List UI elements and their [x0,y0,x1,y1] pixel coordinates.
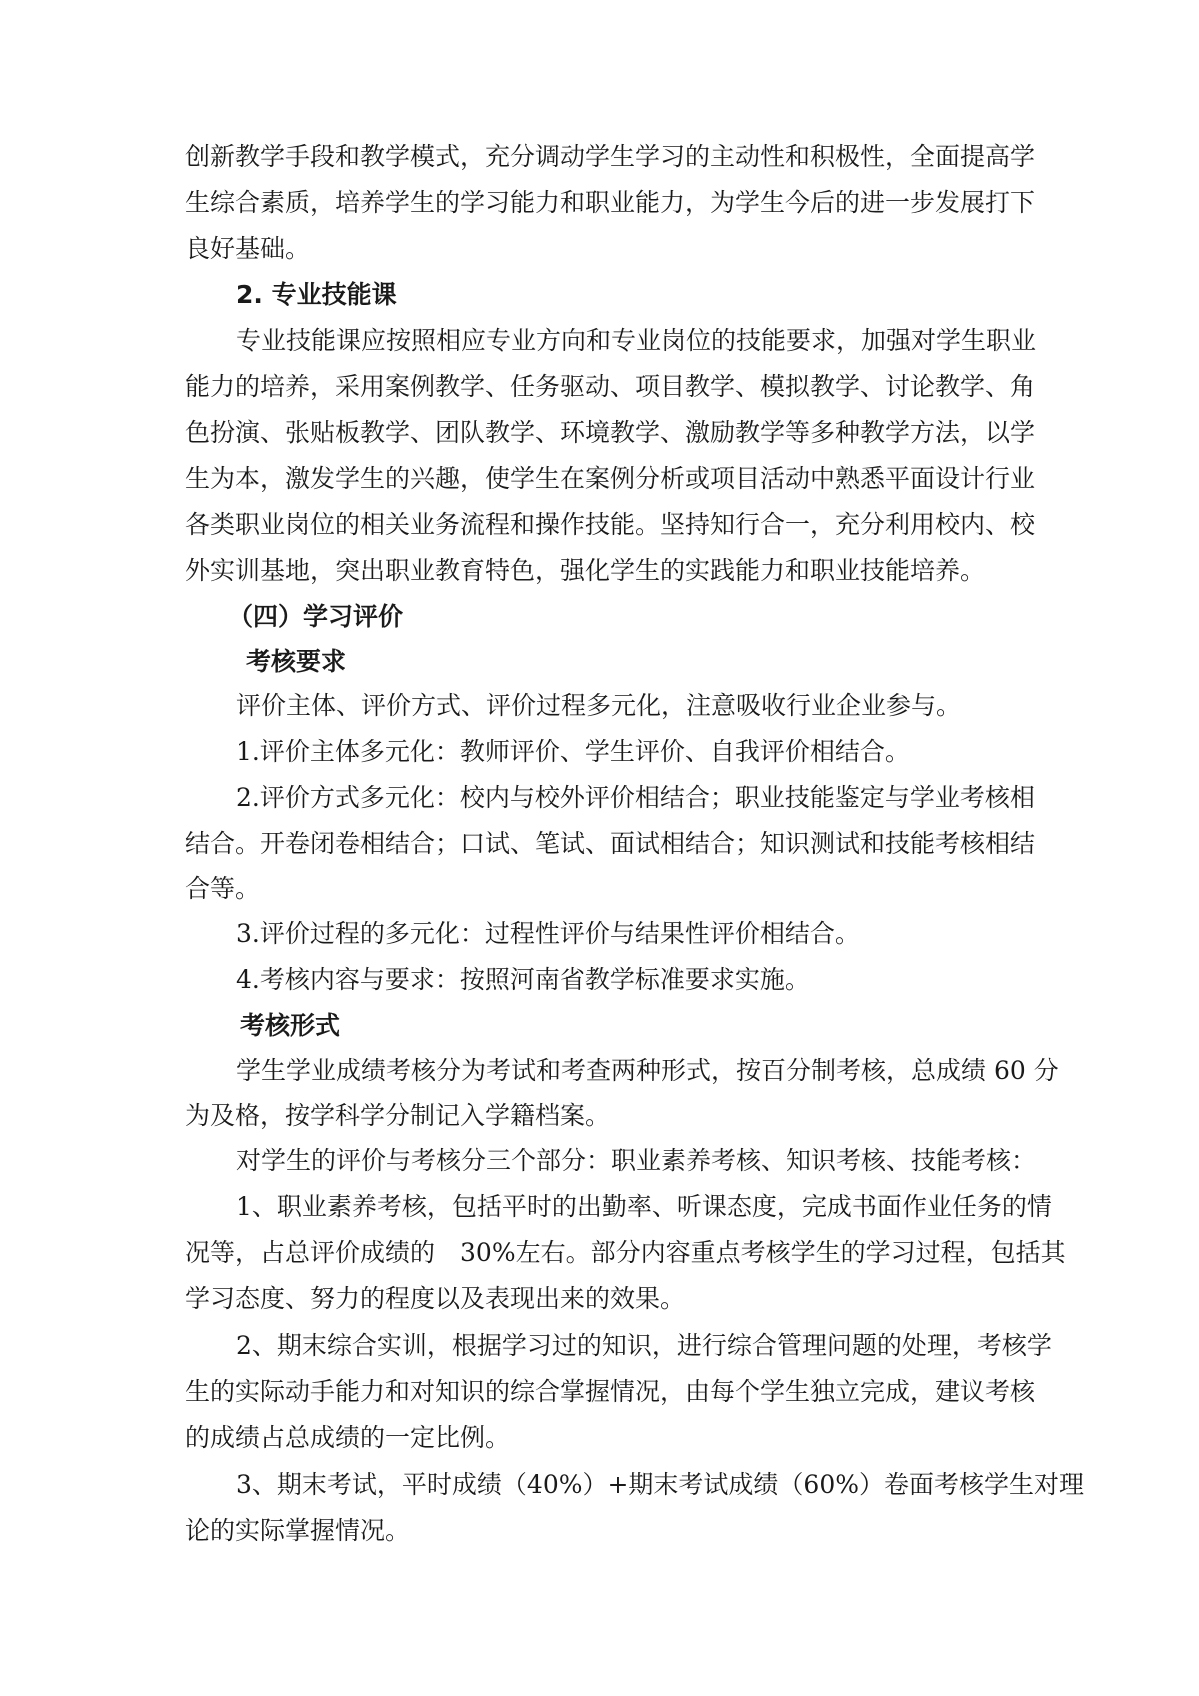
body-text-line: 为及格，按学科学分制记入学籍档案。 [185,1101,611,1130]
section-heading: 2. 专业技能课 [236,280,397,309]
paragraph-first-line: 对学生的评价与考核分三个部分：职业素养考核、知识考核、技能考核： [236,1146,1037,1175]
list-item: 1.评价主体多元化：教师评价、学生评价、自我评价相结合。 [236,737,910,766]
body-text-line: 各类职业岗位的相关业务流程和操作技能。坚持知行合一，充分利用校内、校 [185,510,1036,539]
body-text-line: 论的实际掌握情况。 [185,1516,411,1545]
subsection-heading: 考核要求 [246,647,347,676]
body-text-line: 能力的培养，采用案例教学、任务驱动、项目教学、模拟教学、讨论教学、角 [185,372,1036,401]
body-text-line: 生综合素质，培养学生的学习能力和职业能力，为学生今后的进一步发展打下 [185,188,1036,217]
body-text-line: 外实训基地，突出职业教育特色，强化学生的实践能力和职业技能培养。 [185,556,986,585]
body-text-line: 况等，占总评价成绩的 30%左右。部分内容重点考核学生的学习过程，包括其 [185,1238,1066,1267]
list-item: 2.评价方式多元化：校内与校外评价相结合；职业技能鉴定与学业考核相 [236,783,1035,812]
paragraph-first-line: 1、职业素养考核，包括平时的出勤率、听课态度，完成书面作业任务的情 [236,1192,1052,1221]
list-item: 4.考核内容与要求：按照河南省教学标准要求实施。 [236,965,810,994]
paragraph-first-line: 专业技能课应按照相应专业方向和专业岗位的技能要求，加强对学生职业 [236,326,1037,355]
body-text-line: 学习态度、努力的程度以及表现出来的效果。 [185,1284,686,1313]
subsection-heading: 考核形式 [240,1011,341,1040]
list-item: 3.评价过程的多元化：过程性评价与结果性评价相结合。 [236,919,860,948]
body-text-line: 的成绩占总成绩的一定比例。 [185,1423,511,1452]
paragraph-first-line: 2、期末综合实训，根据学习过的知识，进行综合管理问题的处理，考核学 [236,1331,1052,1360]
body-text-line: 结合。开卷闭卷相结合；口试、笔试、面试相结合；知识测试和技能考核相结 [185,829,1036,858]
paragraph-first-line: 学生学业成绩考核分为考试和考查两种形式，按百分制考核，总成绩 60 分 [236,1056,1059,1085]
paragraph-first-line: 3、期末考试，平时成绩（40%）+期末考试成绩（60%）卷面考核学生对理 [236,1470,1084,1499]
body-text-line: 生为本，激发学生的兴趣，使学生在案例分析或项目活动中熟悉平面设计行业 [185,464,1036,493]
body-text-line: 创新教学手段和教学模式，充分调动学生学习的主动性和积极性，全面提高学 [185,142,1036,171]
section-heading: （四）学习评价 [228,602,404,631]
body-text-line: 良好基础。 [185,234,311,263]
paragraph-first-line: 评价主体、评价方式、评价过程多元化，注意吸收行业企业参与。 [236,691,962,720]
body-text-line: 合等。 [185,874,261,903]
body-text-line: 色扮演、张贴板教学、团队教学、环境教学、激励教学等多种教学方法，以学 [185,418,1036,447]
body-text-line: 生的实际动手能力和对知识的综合掌握情况，由每个学生独立完成，建议考核 [185,1377,1036,1406]
